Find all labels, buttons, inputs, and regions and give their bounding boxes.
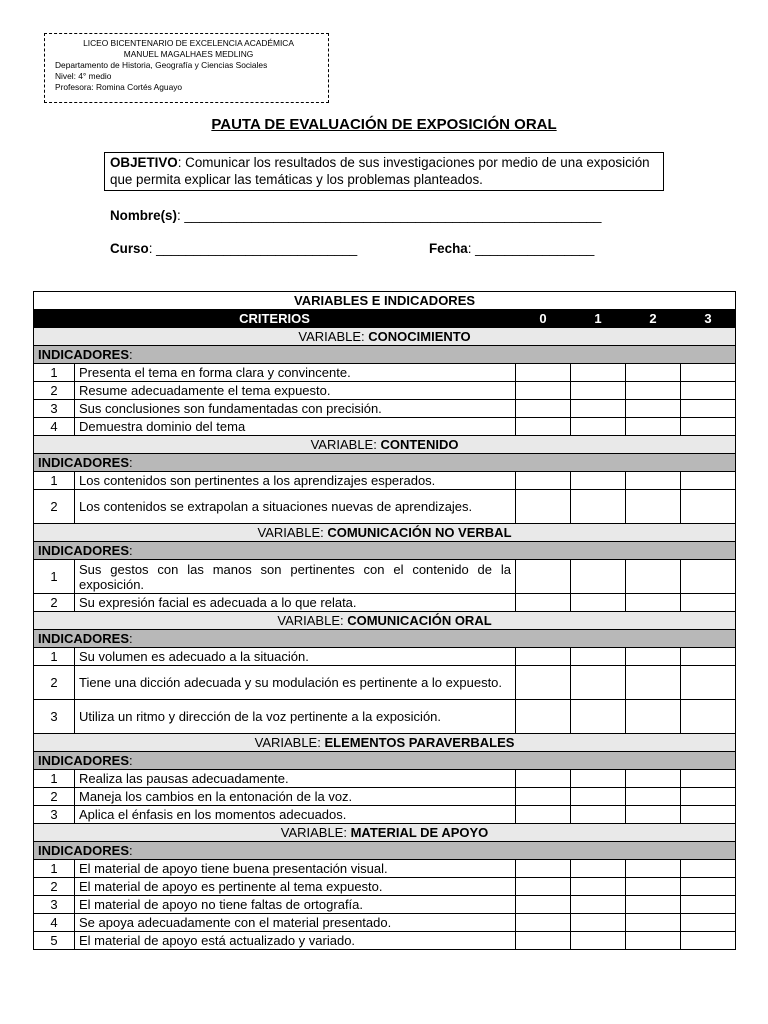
- variable-row: [34, 436, 736, 454]
- date-line: : ________________: [467, 241, 595, 256]
- score-cell-3[interactable]: [681, 700, 736, 734]
- name-line: : ________________________________________________________: [176, 208, 602, 223]
- indicator-number: 3: [34, 806, 75, 824]
- score-cell-1[interactable]: [571, 418, 626, 436]
- indicator-text: Resume adecuadamente el tema expuesto.: [75, 382, 516, 400]
- school-header-box: [44, 33, 329, 103]
- table-row: [34, 932, 736, 950]
- indicator-number: 1: [34, 648, 75, 666]
- indicators-label: INDICADORES: [38, 455, 130, 470]
- score-cell-0[interactable]: [516, 806, 571, 824]
- indicators-row: [34, 454, 736, 472]
- score-cell-1[interactable]: [571, 666, 626, 700]
- indicators-heading: [34, 752, 736, 770]
- score-cell-1[interactable]: [571, 860, 626, 878]
- indicator-text: El material de apoyo es pertinente al tema expuesto.: [75, 878, 516, 896]
- score-cell-3[interactable]: [681, 418, 736, 436]
- score-cell-2[interactable]: [626, 594, 681, 612]
- indicator-number: 2: [34, 594, 75, 612]
- variable-heading: [34, 612, 736, 630]
- score-cell-2[interactable]: [626, 700, 681, 734]
- score-cell-2[interactable]: [626, 418, 681, 436]
- variable-heading: [34, 524, 736, 542]
- indicator-number: 2: [34, 788, 75, 806]
- score-cell-0[interactable]: [516, 472, 571, 490]
- score-cell-3[interactable]: [681, 788, 736, 806]
- indicators-label: INDICADORES: [38, 631, 130, 646]
- variable-name: MATERIAL DE APOYO: [350, 825, 489, 840]
- school-name-line2: MANUEL MAGALHAES MEDLING: [123, 49, 254, 59]
- score-cell-0[interactable]: [516, 400, 571, 418]
- indicator-number: 1: [34, 364, 75, 382]
- score-cell-0[interactable]: [516, 896, 571, 914]
- score-cell-1[interactable]: [571, 594, 626, 612]
- score-cell-3[interactable]: [681, 896, 736, 914]
- department-line: Departamento de Historia, Geografía y Ciencias Sociales: [55, 60, 268, 70]
- variable-name: CONOCIMIENTO: [368, 329, 471, 344]
- course-label: Curso: [110, 241, 149, 256]
- indicator-text: Demuestra dominio del tema: [75, 418, 516, 436]
- indicators-heading: [34, 346, 736, 364]
- indicator-text: Utiliza un ritmo y dirección de la voz pertinente a la exposición.: [75, 700, 516, 734]
- indicator-text: Maneja los cambios en la entonación de la voz.: [75, 788, 516, 806]
- score-cell-2[interactable]: [626, 560, 681, 594]
- indicators-row: [34, 752, 736, 770]
- score-cell-1[interactable]: [571, 648, 626, 666]
- table-row: [34, 400, 736, 418]
- score-cell-2[interactable]: [626, 400, 681, 418]
- score-cell-0[interactable]: [516, 788, 571, 806]
- evaluation-rubric-table: [33, 291, 736, 950]
- indicators-row: [34, 630, 736, 648]
- score-cell-0[interactable]: [516, 770, 571, 788]
- indicators-label: INDICADORES: [38, 347, 130, 362]
- course-field[interactable]: [110, 241, 357, 256]
- indicator-text: Tiene una dicción adecuada y su modulación es pertinente a lo expuesto.: [75, 666, 516, 700]
- score-cell-2[interactable]: [626, 490, 681, 524]
- table-row: [34, 788, 736, 806]
- variable-row: [34, 524, 736, 542]
- school-name-line1: LICEO BICENTENARIO DE EXCELENCIA ACADÉMICA: [83, 38, 294, 48]
- score-cell-3[interactable]: [681, 648, 736, 666]
- objective-label: OBJETIVO: [110, 155, 178, 170]
- variable-prefix: VARIABLE:: [310, 437, 381, 452]
- indicator-number: 1: [34, 860, 75, 878]
- score-cell-3[interactable]: [681, 932, 736, 950]
- table-row: [34, 860, 736, 878]
- score-cell-3[interactable]: [681, 914, 736, 932]
- page-title: PAUTA DE EVALUACIÓN DE EXPOSICIÓN ORAL: [211, 116, 557, 133]
- variable-name: CONTENIDO: [380, 437, 459, 452]
- score-cell-2[interactable]: [626, 770, 681, 788]
- score-cell-1[interactable]: [571, 788, 626, 806]
- indicator-text: El material de apoyo tiene buena presentación visual.: [75, 860, 516, 878]
- score-cell-2[interactable]: [626, 382, 681, 400]
- score-cell-0[interactable]: [516, 700, 571, 734]
- score-cell-3[interactable]: [681, 382, 736, 400]
- indicators-heading: [34, 542, 736, 560]
- score-cell-2[interactable]: [626, 472, 681, 490]
- table-row: [34, 896, 736, 914]
- variable-row: [34, 734, 736, 752]
- variable-heading: [34, 436, 736, 454]
- score-cell-0[interactable]: [516, 932, 571, 950]
- score-cell-0[interactable]: [516, 490, 571, 524]
- table-heading-row: [34, 292, 736, 310]
- indicator-text: Los contenidos son pertinentes a los aprendizajes esperados.: [75, 472, 516, 490]
- indicators-heading: [34, 630, 736, 648]
- indicator-text: Se apoya adecuadamente con el material presentado.: [75, 914, 516, 932]
- criteria-label: CRITERIOS: [34, 310, 516, 328]
- indicators-suffix: :: [129, 843, 133, 858]
- table-row: [34, 806, 736, 824]
- criteria-row: [34, 310, 736, 328]
- indicator-number: 3: [34, 400, 75, 418]
- indicator-text: Sus gestos con las manos son pertinentes con el contenido de la exposición.: [75, 560, 516, 594]
- indicators-row: [34, 346, 736, 364]
- indicator-text: Presenta el tema en forma clara y convincente.: [75, 364, 516, 382]
- score-cell-1[interactable]: [571, 400, 626, 418]
- name-label: Nombre(s): [110, 208, 177, 223]
- score-cell-0[interactable]: [516, 364, 571, 382]
- indicators-suffix: :: [129, 631, 133, 646]
- objective-text: : Comunicar los resultados de sus investigaciones por medio de una exposición que permita explicar las temáticas y los problemas planteados.: [110, 155, 650, 187]
- course-line: : ___________________________: [148, 241, 358, 256]
- score-cell-2[interactable]: [626, 860, 681, 878]
- indicators-label: INDICADORES: [38, 753, 130, 768]
- table-row: [34, 364, 736, 382]
- indicators-suffix: :: [129, 543, 133, 558]
- score-cell-3[interactable]: [681, 400, 736, 418]
- score-cell-3[interactable]: [681, 594, 736, 612]
- score-cell-3[interactable]: [681, 666, 736, 700]
- indicator-text: Su volumen es adecuado a la situación.: [75, 648, 516, 666]
- score-cell-3[interactable]: [681, 472, 736, 490]
- variable-prefix: VARIABLE:: [298, 329, 369, 344]
- score-header-0: 0: [516, 310, 571, 328]
- indicator-text: Sus conclusiones son fundamentadas con precisión.: [75, 400, 516, 418]
- variable-name: ELEMENTOS PARAVERBALES: [324, 735, 515, 750]
- score-cell-3[interactable]: [681, 770, 736, 788]
- indicator-number: 1: [34, 560, 75, 594]
- score-cell-2[interactable]: [626, 364, 681, 382]
- table-row: [34, 666, 736, 700]
- variable-row: [34, 612, 736, 630]
- score-cell-1[interactable]: [571, 932, 626, 950]
- indicators-heading: [34, 842, 736, 860]
- name-field[interactable]: [110, 208, 601, 223]
- score-cell-2[interactable]: [626, 896, 681, 914]
- table-row: [34, 594, 736, 612]
- indicator-text: El material de apoyo está actualizado y variado.: [75, 932, 516, 950]
- date-label: Fecha: [429, 241, 468, 256]
- score-cell-3[interactable]: [681, 490, 736, 524]
- variable-prefix: VARIABLE:: [277, 613, 348, 628]
- score-cell-1[interactable]: [571, 382, 626, 400]
- table-row: [34, 560, 736, 594]
- score-cell-1[interactable]: [571, 770, 626, 788]
- score-cell-1[interactable]: [571, 878, 626, 896]
- variable-prefix: VARIABLE:: [280, 825, 351, 840]
- table-row: [34, 472, 736, 490]
- score-cell-1[interactable]: [571, 560, 626, 594]
- table-row: [34, 418, 736, 436]
- score-cell-3[interactable]: [681, 560, 736, 594]
- indicator-text: Su expresión facial es adecuada a lo que relata.: [75, 594, 516, 612]
- score-cell-2[interactable]: [626, 932, 681, 950]
- indicator-text: Realiza las pausas adecuadamente.: [75, 770, 516, 788]
- indicator-number: 1: [34, 472, 75, 490]
- score-cell-0[interactable]: [516, 418, 571, 436]
- score-cell-1[interactable]: [571, 490, 626, 524]
- date-field[interactable]: [429, 241, 594, 256]
- indicators-row: [34, 842, 736, 860]
- table-row: [34, 770, 736, 788]
- table-row: [34, 648, 736, 666]
- score-cell-0[interactable]: [516, 878, 571, 896]
- indicators-suffix: :: [129, 753, 133, 768]
- teacher-line: Profesora: Romina Cortés Aguayo: [55, 82, 183, 92]
- variable-name: COMUNICACIÓN ORAL: [347, 613, 492, 628]
- indicator-text: Aplica el énfasis en los momentos adecuados.: [75, 806, 516, 824]
- table-row: [34, 382, 736, 400]
- score-cell-0[interactable]: [516, 860, 571, 878]
- level-line: Nivel: 4° medio: [55, 71, 112, 81]
- indicator-number: 2: [34, 878, 75, 896]
- variable-heading: [34, 824, 736, 842]
- score-cell-2[interactable]: [626, 648, 681, 666]
- table-row: [34, 700, 736, 734]
- indicator-number: 5: [34, 932, 75, 950]
- variable-name: COMUNICACIÓN NO VERBAL: [327, 525, 512, 540]
- objective-box: [104, 152, 664, 191]
- indicators-label: INDICADORES: [38, 543, 130, 558]
- score-cell-2[interactable]: [626, 788, 681, 806]
- score-cell-1[interactable]: [571, 806, 626, 824]
- table-row: [34, 490, 736, 524]
- indicator-number: 2: [34, 490, 75, 524]
- score-cell-3[interactable]: [681, 364, 736, 382]
- indicators-label: INDICADORES: [38, 843, 130, 858]
- indicator-number: 3: [34, 896, 75, 914]
- table-heading: VARIABLES E INDICADORES: [34, 292, 736, 310]
- variable-row: [34, 824, 736, 842]
- table-row: [34, 878, 736, 896]
- indicator-text: El material de apoyo no tiene faltas de ortografía.: [75, 896, 516, 914]
- indicator-number: 2: [34, 666, 75, 700]
- variable-prefix: VARIABLE:: [257, 525, 328, 540]
- score-cell-1[interactable]: [571, 364, 626, 382]
- score-header-3: 3: [681, 310, 736, 328]
- indicators-suffix: :: [129, 455, 133, 470]
- score-cell-3[interactable]: [681, 860, 736, 878]
- indicator-number: 3: [34, 700, 75, 734]
- score-cell-0[interactable]: [516, 914, 571, 932]
- score-header-2: 2: [626, 310, 681, 328]
- indicator-number: 2: [34, 382, 75, 400]
- score-cell-2[interactable]: [626, 806, 681, 824]
- score-cell-3[interactable]: [681, 806, 736, 824]
- score-cell-1[interactable]: [571, 472, 626, 490]
- indicator-number: 4: [34, 418, 75, 436]
- indicator-number: 4: [34, 914, 75, 932]
- variable-heading: [34, 734, 736, 752]
- score-header-1: 1: [571, 310, 626, 328]
- indicators-suffix: :: [129, 347, 133, 362]
- table-row: [34, 914, 736, 932]
- variable-row: [34, 328, 736, 346]
- score-cell-1[interactable]: [571, 896, 626, 914]
- score-cell-0[interactable]: [516, 648, 571, 666]
- score-cell-3[interactable]: [681, 878, 736, 896]
- score-cell-2[interactable]: [626, 878, 681, 896]
- score-cell-2[interactable]: [626, 914, 681, 932]
- score-cell-1[interactable]: [571, 700, 626, 734]
- indicator-number: 1: [34, 770, 75, 788]
- indicators-row: [34, 542, 736, 560]
- score-cell-2[interactable]: [626, 666, 681, 700]
- variable-heading: [34, 328, 736, 346]
- score-cell-0[interactable]: [516, 666, 571, 700]
- score-cell-0[interactable]: [516, 382, 571, 400]
- score-cell-1[interactable]: [571, 914, 626, 932]
- indicator-text: Los contenidos se extrapolan a situaciones nuevas de aprendizajes.: [75, 490, 516, 524]
- indicators-heading: [34, 454, 736, 472]
- score-cell-0[interactable]: [516, 560, 571, 594]
- variable-prefix: VARIABLE:: [254, 735, 325, 750]
- score-cell-0[interactable]: [516, 594, 571, 612]
